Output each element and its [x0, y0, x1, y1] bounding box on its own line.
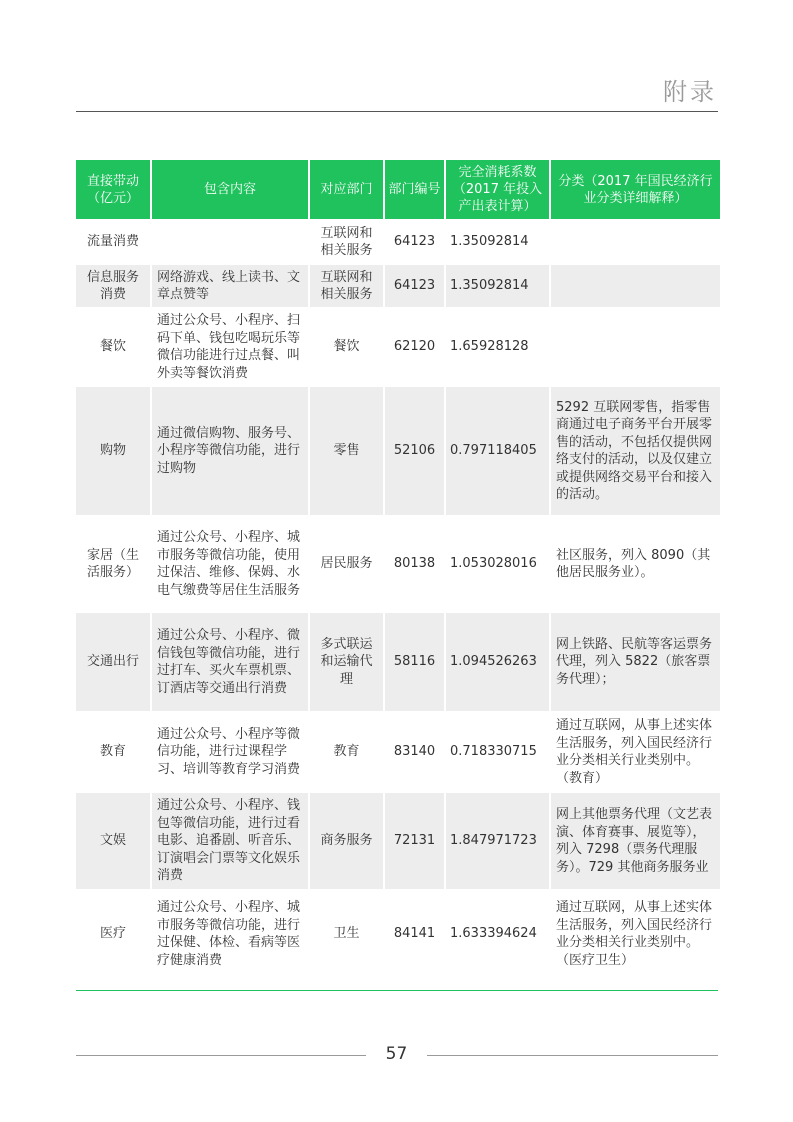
- cell-coefficient: 1.35092814: [446, 265, 549, 307]
- cell-category: [551, 309, 720, 385]
- cell-category: 通过互联网，从事上述实体生活服务，列入国民经济行业分类相关行业类别中。（医疗卫生）: [551, 891, 720, 977]
- cell-content: 通过公众号、小程序、城市服务等微信功能，使用过保洁、维修、保姆、水电气缴费等居住生活服务: [152, 517, 308, 611]
- column-header-code: 部门编号: [385, 160, 444, 219]
- cell-name: 交通出行: [76, 613, 150, 711]
- cell-coefficient: 0.718330715: [446, 713, 549, 791]
- data-table-container: [76, 160, 718, 977]
- cell-coefficient: 1.847971723: [446, 793, 549, 889]
- cell-dept: 互联网和相关服务: [310, 221, 383, 263]
- cell-code: 64123: [385, 221, 444, 263]
- cell-code: 80138: [385, 517, 444, 611]
- cell-dept: 餐饮: [310, 309, 383, 385]
- cell-dept: 卫生: [310, 891, 383, 977]
- cell-dept: 零售: [310, 387, 383, 515]
- cell-dept: 教育: [310, 713, 383, 791]
- cell-code: 52106: [385, 387, 444, 515]
- cell-content: 网络游戏、线上读书、文章点赞等: [152, 265, 308, 307]
- cell-category: [551, 265, 720, 307]
- table-row: [76, 793, 720, 889]
- cell-coefficient: 1.633394624: [446, 891, 549, 977]
- cell-coefficient: 1.65928128: [446, 309, 549, 385]
- cell-dept: 商务服务: [310, 793, 383, 889]
- cell-name: 文娱: [76, 793, 150, 889]
- cell-content: 通过公众号、小程序、微信钱包等微信功能，进行过打车、买火车票机票、订酒店等交通出行消费: [152, 613, 308, 711]
- column-header-dept: 对应部门: [310, 160, 383, 219]
- column-header-category: 分类（2017 年国民经济行业分类详细解释）: [551, 160, 720, 219]
- cell-coefficient: 0.797118405: [446, 387, 549, 515]
- cell-dept: 居民服务: [310, 517, 383, 611]
- table-row: [76, 221, 720, 263]
- data-table: [74, 158, 722, 979]
- header-rule: [76, 111, 718, 112]
- table-row: [76, 613, 720, 711]
- cell-category: [551, 221, 720, 263]
- footer-divider-right: [427, 1055, 718, 1056]
- cell-category: 5292 互联网零售，指零售商通过电子商务平台开展零售的活动，不包括仅提供网络支付的活动，以及仅建立或提供网络交易平台和接入的活动。: [551, 387, 720, 515]
- cell-name: 信息服务消费: [76, 265, 150, 307]
- table-row: [76, 309, 720, 385]
- cell-code: 58116: [385, 613, 444, 711]
- cell-dept: 互联网和相关服务: [310, 265, 383, 307]
- table-bottom-rule: [76, 990, 718, 991]
- cell-category: 社区服务，列入 8090（其他居民服务业）。: [551, 517, 720, 611]
- table-row: [76, 517, 720, 611]
- cell-code: 83140: [385, 713, 444, 791]
- column-header-content: 包含内容: [152, 160, 308, 219]
- page-number: 57: [385, 1044, 408, 1064]
- cell-dept: 多式联运和运输代理: [310, 613, 383, 711]
- cell-code: 64123: [385, 265, 444, 307]
- table-row: [76, 891, 720, 977]
- cell-category: 网上其他票务代理（文艺表演、体育赛事、展览等），列入 7298（票务代理服务）。729 其他商务服务业: [551, 793, 720, 889]
- cell-content: [152, 221, 308, 263]
- cell-category: 网上铁路、民航等客运票务代理，列入 5822（旅客票务代理）；: [551, 613, 720, 711]
- section-title: 附录: [663, 78, 717, 106]
- table-header-row: [76, 160, 720, 219]
- cell-name: 家居（生活服务）: [76, 517, 150, 611]
- cell-content: 通过公众号、小程序、扫码下单、钱包吃喝玩乐等微信功能进行过点餐、叫外卖等餐饮消费: [152, 309, 308, 385]
- footer-divider-left: [76, 1055, 366, 1056]
- cell-content: 通过微信购物、服务号、小程序等微信功能，进行过购物: [152, 387, 308, 515]
- cell-content: 通过公众号、小程序、钱包等微信功能，进行过看电影、追番剧、听音乐、订演唱会门票等文化娱乐消费: [152, 793, 308, 889]
- cell-category: 通过互联网，从事上述实体生活服务，列入国民经济行业分类相关行业类别中。（教育）: [551, 713, 720, 791]
- cell-name: 教育: [76, 713, 150, 791]
- cell-coefficient: 1.35092814: [446, 221, 549, 263]
- cell-code: 62120: [385, 309, 444, 385]
- column-header-coefficient: 完全消耗系数（2017 年投入产出表计算）: [446, 160, 549, 219]
- cell-name: 医疗: [76, 891, 150, 977]
- cell-code: 72131: [385, 793, 444, 889]
- cell-content: 通过公众号、小程序等微信功能，进行过课程学习、培训等教育学习消费: [152, 713, 308, 791]
- cell-content: 通过公众号、小程序、城市服务等微信功能，进行过保健、体检、看病等医疗健康消费: [152, 891, 308, 977]
- table-row: [76, 265, 720, 307]
- column-header-name: 直接带动（亿元）: [76, 160, 150, 219]
- table-row: [76, 713, 720, 791]
- cell-coefficient: 1.094526263: [446, 613, 549, 711]
- cell-code: 84141: [385, 891, 444, 977]
- cell-name: 餐饮: [76, 309, 150, 385]
- cell-coefficient: 1.053028016: [446, 517, 549, 611]
- cell-name: 流量消费: [76, 221, 150, 263]
- cell-name: 购物: [76, 387, 150, 515]
- table-row: [76, 387, 720, 515]
